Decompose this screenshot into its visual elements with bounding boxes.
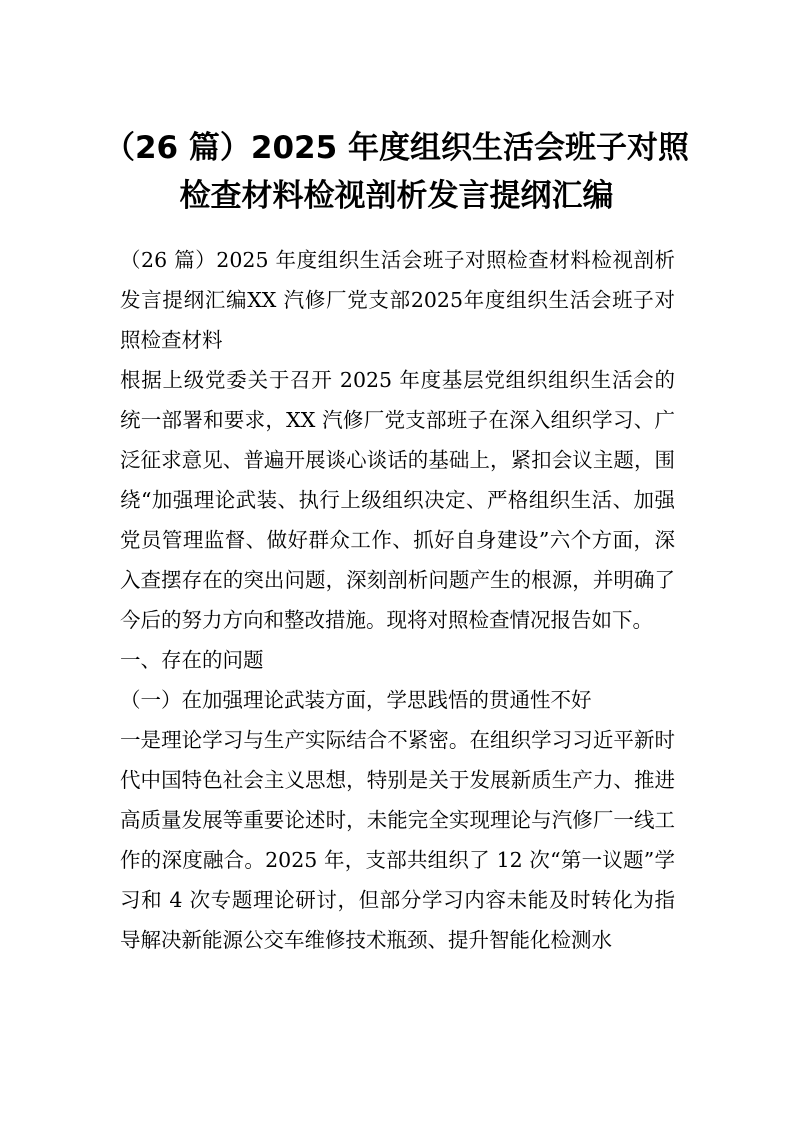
intro-paragraph: （26 篇）2025 年度组织生活会班子对照检查材料检视剖析发言提纲汇编XX 汽修厂党支部2025年度组织生活会班子对照检查材料 xyxy=(120,248,675,352)
section-heading: 一、存在的问题 xyxy=(120,648,264,672)
body-paragraph: 一是理论学习与生产实际结合不紧密。在组织学习习近平新时代中国特色社会主义思想，特别是关于发展新质生产力、推进高质量发展等重要论述时，未能完全实现理论与汽修厂一线工作的深度融合。2025 年，支部共组织了 12 次“第一议题”学习和 4 次专题理论研讨，但部分学习内容未能及时转化为指导解决新能源公交车维修技术瓶颈、提升智能化检测水 xyxy=(120,728,675,952)
subsection-heading: （一）在加强理论武装方面，学思践悟的贯通性不好 xyxy=(120,688,592,712)
document-body xyxy=(120,240,675,960)
opening-paragraph: 根据上级党委关于召开 2025 年度基层党组织组织生活会的统一部署和要求，XX 汽修厂党支部班子在深入组织学习、广泛征求意见、普遍开展谈心谈话的基础上，紧扣会议主题，围绕“加强理论武装、执行上级组织决定、严格组织生活、加强党员管理监督、做好群众工作、抓好自身建设”六个方面，深入查摆存在的突出问题，深刻剖析问题产生的根源，并明确了今后的努力方向和整改措施。现将对照检查情况报告如下。 xyxy=(120,368,675,632)
document-title: （26 篇）2025 年度组织生活会班子对照检查材料检视剖析发言提纲汇编 xyxy=(103,130,689,214)
